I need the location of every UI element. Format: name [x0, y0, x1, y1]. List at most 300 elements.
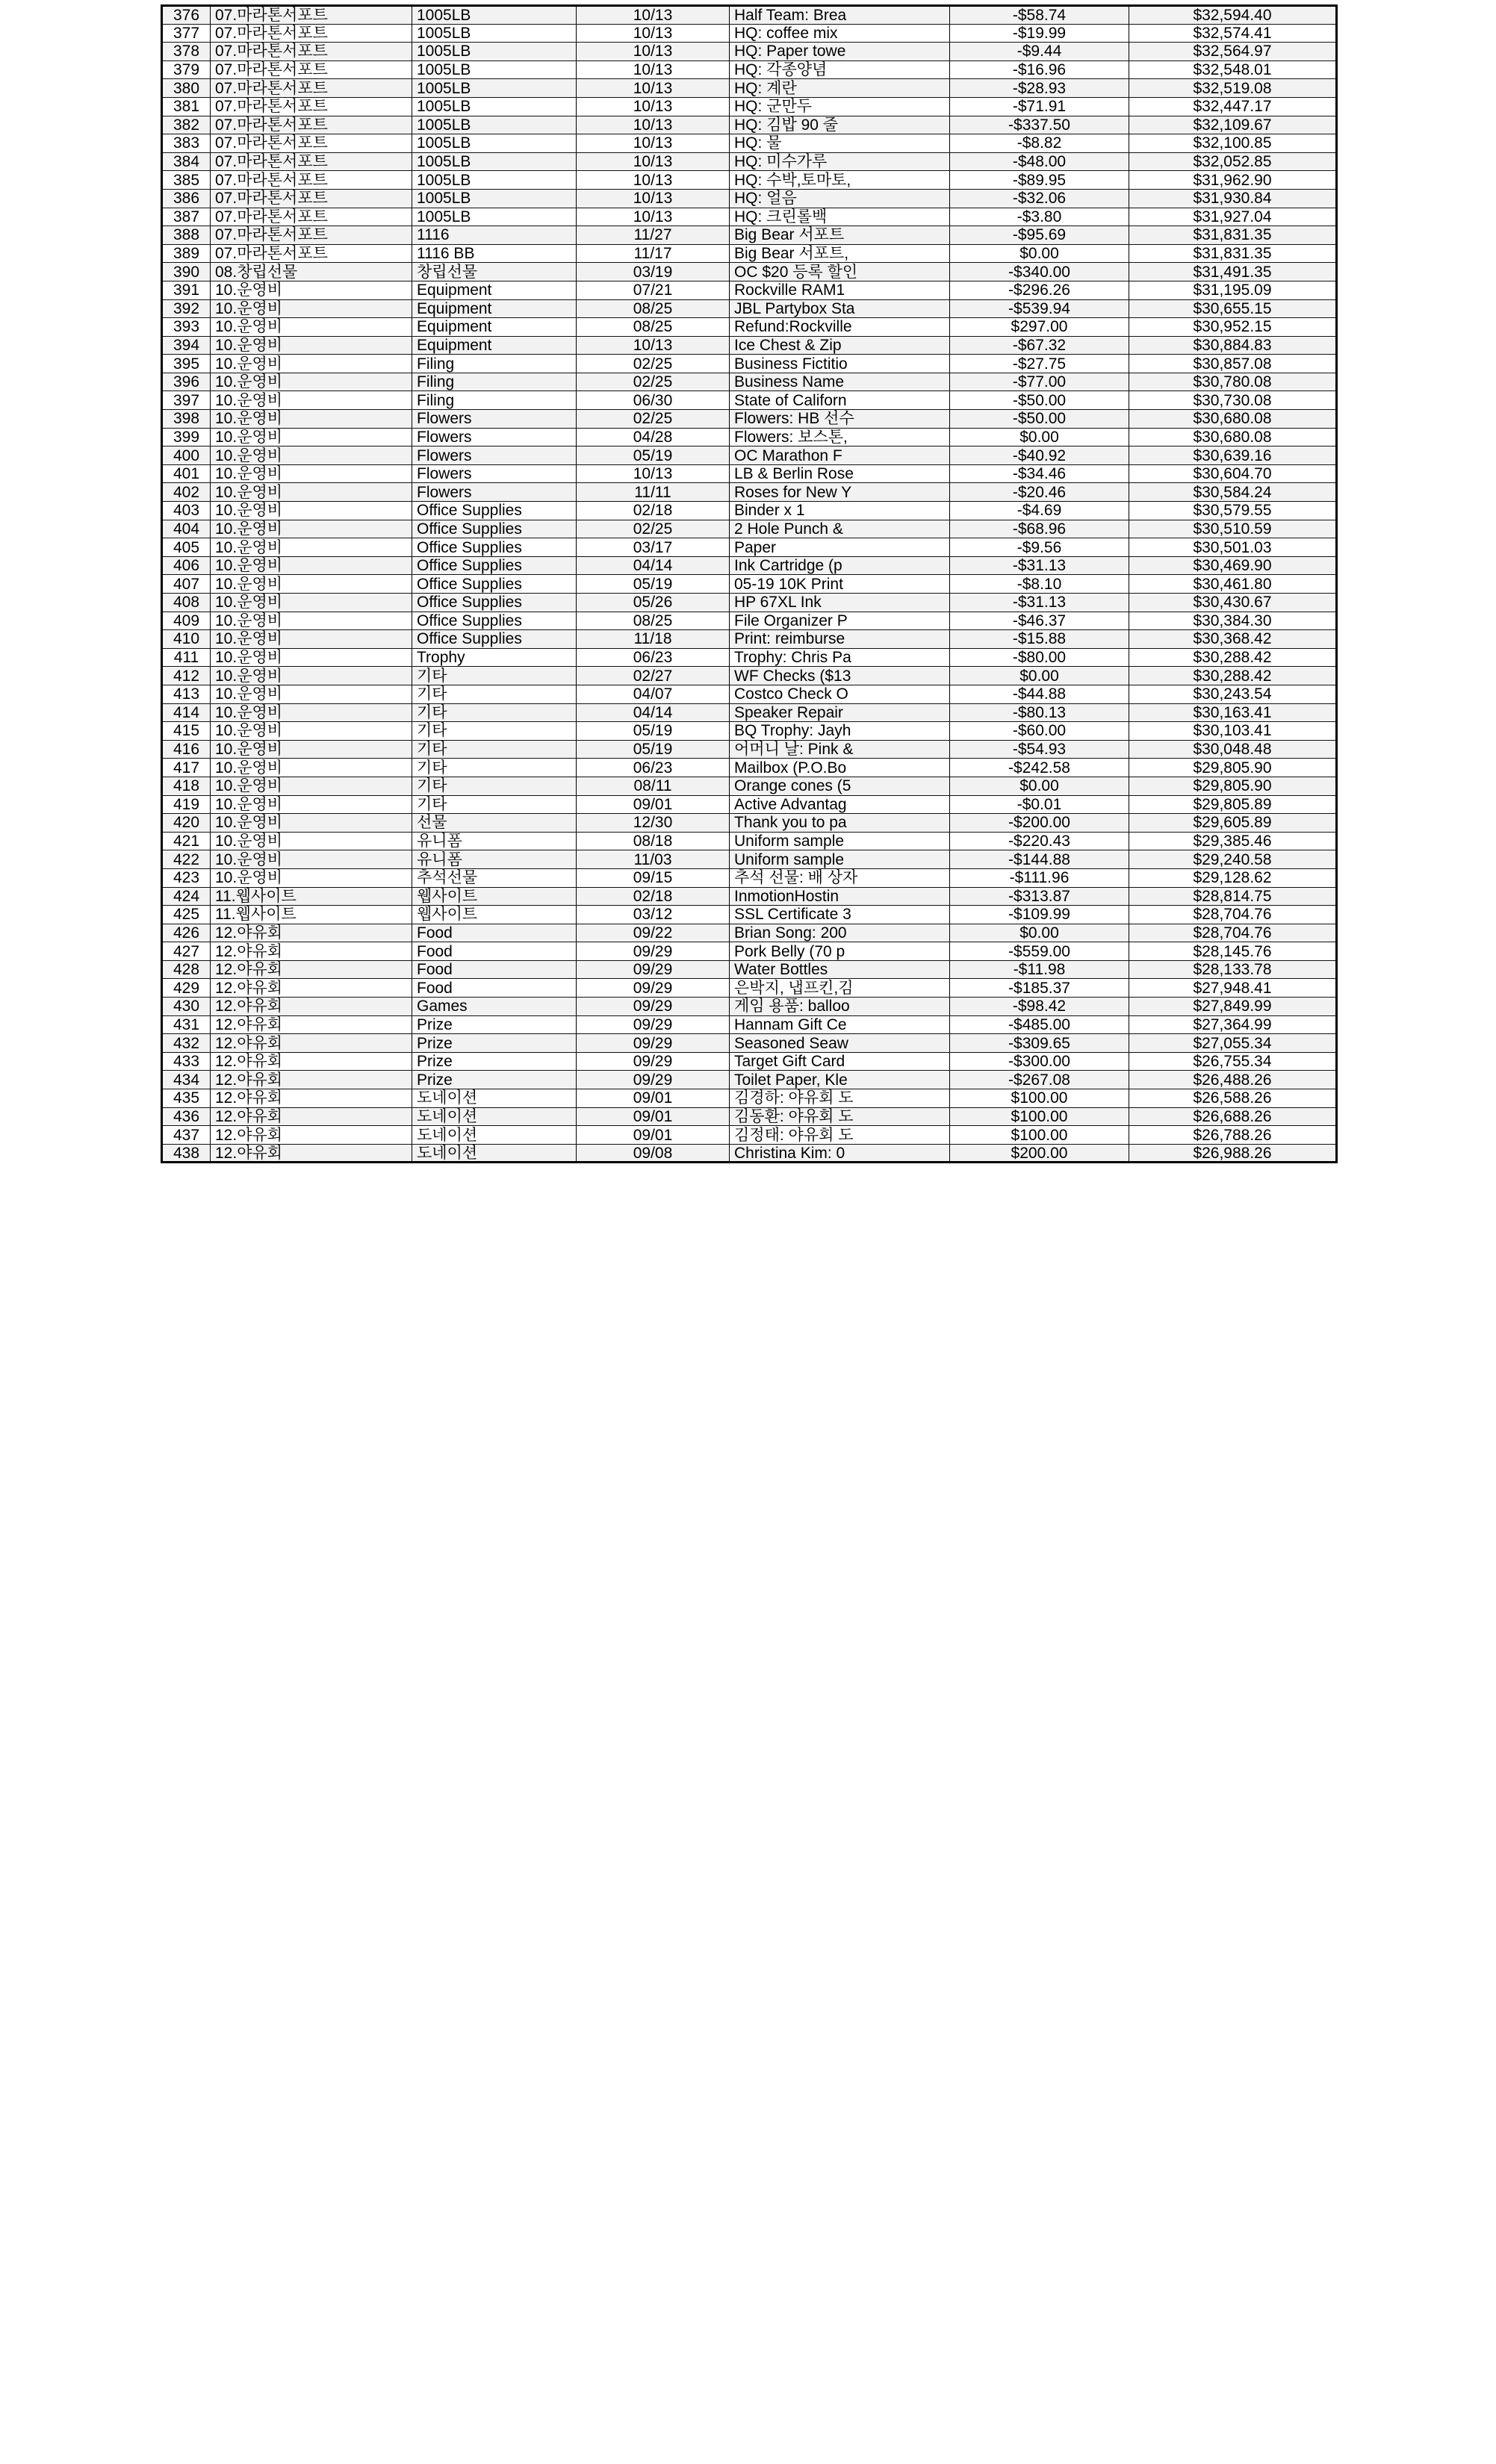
- balance-cell[interactable]: $30,579.55: [1129, 502, 1337, 520]
- row-index-cell[interactable]: 384: [162, 152, 211, 171]
- amount-cell[interactable]: -$313.87: [950, 887, 1129, 906]
- category-cell[interactable]: 12.야유회: [211, 1107, 412, 1126]
- subcategory-cell[interactable]: 선물: [412, 814, 577, 833]
- table-row[interactable]: [162, 410, 1337, 429]
- subcategory-cell[interactable]: 도네이션: [412, 1126, 577, 1145]
- date-cell[interactable]: 10/13: [577, 464, 730, 483]
- table-row[interactable]: [162, 43, 1337, 61]
- category-cell[interactable]: 10.운영비: [211, 281, 412, 299]
- row-index-cell[interactable]: 415: [162, 722, 211, 741]
- amount-cell[interactable]: -$40.92: [950, 447, 1129, 465]
- date-cell[interactable]: 08/25: [577, 612, 730, 630]
- balance-cell[interactable]: $29,128.62: [1129, 868, 1337, 887]
- balance-cell[interactable]: $31,491.35: [1129, 263, 1337, 281]
- table-row[interactable]: [162, 226, 1337, 245]
- date-cell[interactable]: 10/13: [577, 152, 730, 171]
- description-cell[interactable]: Flowers: HB 선수: [730, 410, 950, 429]
- category-cell[interactable]: 10.운영비: [211, 299, 412, 318]
- balance-cell[interactable]: $31,831.35: [1129, 226, 1337, 245]
- balance-cell[interactable]: $26,788.26: [1129, 1126, 1337, 1145]
- date-cell[interactable]: 11/03: [577, 850, 730, 869]
- balance-cell[interactable]: $29,240.58: [1129, 850, 1337, 869]
- date-cell[interactable]: 09/29: [577, 1015, 730, 1034]
- balance-cell[interactable]: $29,385.46: [1129, 832, 1337, 850]
- row-index-cell[interactable]: 381: [162, 97, 211, 116]
- balance-cell[interactable]: $28,704.76: [1129, 906, 1337, 924]
- category-cell[interactable]: 10.운영비: [211, 630, 412, 649]
- category-cell[interactable]: 12.야유회: [211, 960, 412, 979]
- amount-cell[interactable]: -$220.43: [950, 832, 1129, 850]
- balance-cell[interactable]: $32,100.85: [1129, 134, 1337, 153]
- date-cell[interactable]: 09/29: [577, 979, 730, 998]
- amount-cell[interactable]: $0.00: [950, 777, 1129, 795]
- date-cell[interactable]: 02/25: [577, 355, 730, 373]
- description-cell[interactable]: Flowers: 보스톤,: [730, 428, 950, 447]
- table-row[interactable]: [162, 1089, 1337, 1108]
- subcategory-cell[interactable]: 도네이션: [412, 1107, 577, 1126]
- subcategory-cell[interactable]: 1005LB: [412, 24, 577, 43]
- subcategory-cell[interactable]: 추석선물: [412, 868, 577, 887]
- amount-cell[interactable]: -$485.00: [950, 1015, 1129, 1034]
- amount-cell[interactable]: -$44.88: [950, 685, 1129, 703]
- description-cell[interactable]: HQ: 김밥 90 줄: [730, 116, 950, 134]
- subcategory-cell[interactable]: Office Supplies: [412, 594, 577, 612]
- date-cell[interactable]: 08/11: [577, 777, 730, 795]
- amount-cell[interactable]: -$109.99: [950, 906, 1129, 924]
- category-cell[interactable]: 07.마라톤서포트: [211, 79, 412, 98]
- description-cell[interactable]: File Organizer P: [730, 612, 950, 630]
- description-cell[interactable]: Big Bear 서포트,: [730, 244, 950, 263]
- table-row[interactable]: [162, 648, 1337, 667]
- balance-cell[interactable]: $30,730.08: [1129, 391, 1337, 410]
- subcategory-cell[interactable]: 1005LB: [412, 152, 577, 171]
- category-cell[interactable]: 07.마라톤서포트: [211, 97, 412, 116]
- amount-cell[interactable]: -$9.56: [950, 538, 1129, 557]
- description-cell[interactable]: 05-19 10K Print: [730, 575, 950, 594]
- category-cell[interactable]: 12.야유회: [211, 1089, 412, 1108]
- amount-cell[interactable]: -$20.46: [950, 483, 1129, 502]
- table-row[interactable]: [162, 924, 1337, 942]
- category-cell[interactable]: 11.웹사이트: [211, 887, 412, 906]
- row-index-cell[interactable]: 419: [162, 795, 211, 814]
- balance-cell[interactable]: $30,680.08: [1129, 428, 1337, 447]
- row-index-cell[interactable]: 436: [162, 1107, 211, 1126]
- amount-cell[interactable]: -$58.74: [950, 6, 1129, 25]
- balance-cell[interactable]: $31,195.09: [1129, 281, 1337, 299]
- row-index-cell[interactable]: 402: [162, 483, 211, 502]
- date-cell[interactable]: 02/25: [577, 520, 730, 538]
- table-row[interactable]: [162, 6, 1337, 25]
- subcategory-cell[interactable]: 1005LB: [412, 189, 577, 208]
- subcategory-cell[interactable]: 유니폼: [412, 850, 577, 869]
- category-cell[interactable]: 10.운영비: [211, 373, 412, 391]
- description-cell[interactable]: Costco Check O: [730, 685, 950, 703]
- category-cell[interactable]: 12.야유회: [211, 1071, 412, 1089]
- balance-cell[interactable]: $30,639.16: [1129, 447, 1337, 465]
- description-cell[interactable]: Thank you to pa: [730, 814, 950, 833]
- table-row[interactable]: [162, 189, 1337, 208]
- description-cell[interactable]: Seasoned Seaw: [730, 1034, 950, 1053]
- balance-cell[interactable]: $31,831.35: [1129, 244, 1337, 263]
- description-cell[interactable]: HQ: 미수가루: [730, 152, 950, 171]
- category-cell[interactable]: 10.운영비: [211, 538, 412, 557]
- balance-cell[interactable]: $30,857.08: [1129, 355, 1337, 373]
- subcategory-cell[interactable]: Games: [412, 998, 577, 1016]
- subcategory-cell[interactable]: Office Supplies: [412, 575, 577, 594]
- category-cell[interactable]: 10.운영비: [211, 318, 412, 337]
- row-index-cell[interactable]: 431: [162, 1015, 211, 1034]
- amount-cell[interactable]: -$559.00: [950, 942, 1129, 961]
- category-cell[interactable]: 10.운영비: [211, 832, 412, 850]
- row-index-cell[interactable]: 410: [162, 630, 211, 649]
- date-cell[interactable]: 09/01: [577, 1089, 730, 1108]
- balance-cell[interactable]: $26,588.26: [1129, 1089, 1337, 1108]
- table-row[interactable]: [162, 97, 1337, 116]
- date-cell[interactable]: 04/28: [577, 428, 730, 447]
- balance-cell[interactable]: $28,133.78: [1129, 960, 1337, 979]
- amount-cell[interactable]: -$31.13: [950, 594, 1129, 612]
- table-row[interactable]: [162, 244, 1337, 263]
- balance-cell[interactable]: $30,952.15: [1129, 318, 1337, 337]
- table-row[interactable]: [162, 263, 1337, 281]
- table-row[interactable]: [162, 850, 1337, 869]
- table-row[interactable]: [162, 685, 1337, 703]
- date-cell[interactable]: 11/17: [577, 244, 730, 263]
- date-cell[interactable]: 10/13: [577, 116, 730, 134]
- row-index-cell[interactable]: 420: [162, 814, 211, 833]
- row-index-cell[interactable]: 422: [162, 850, 211, 869]
- subcategory-cell[interactable]: Food: [412, 979, 577, 998]
- balance-cell[interactable]: $29,805.90: [1129, 759, 1337, 777]
- subcategory-cell[interactable]: 1005LB: [412, 208, 577, 226]
- amount-cell[interactable]: -$89.95: [950, 171, 1129, 190]
- subcategory-cell[interactable]: Office Supplies: [412, 502, 577, 520]
- table-row[interactable]: [162, 832, 1337, 850]
- balance-cell[interactable]: $30,461.80: [1129, 575, 1337, 594]
- table-row[interactable]: [162, 1015, 1337, 1034]
- subcategory-cell[interactable]: 1005LB: [412, 6, 577, 25]
- amount-cell[interactable]: -$3.80: [950, 208, 1129, 226]
- table-row[interactable]: [162, 336, 1337, 355]
- table-row[interactable]: [162, 630, 1337, 649]
- date-cell[interactable]: 10/13: [577, 97, 730, 116]
- amount-cell[interactable]: -$31.13: [950, 556, 1129, 575]
- balance-cell[interactable]: $30,584.24: [1129, 483, 1337, 502]
- row-index-cell[interactable]: 418: [162, 777, 211, 795]
- description-cell[interactable]: Ice Chest & Zip: [730, 336, 950, 355]
- table-row[interactable]: [162, 703, 1337, 722]
- description-cell[interactable]: Print: reimburse: [730, 630, 950, 649]
- table-row[interactable]: [162, 134, 1337, 153]
- subcategory-cell[interactable]: Food: [412, 924, 577, 942]
- category-cell[interactable]: 12.야유회: [211, 1126, 412, 1145]
- subcategory-cell[interactable]: 도네이션: [412, 1089, 577, 1108]
- amount-cell[interactable]: -$15.88: [950, 630, 1129, 649]
- amount-cell[interactable]: $0.00: [950, 667, 1129, 685]
- date-cell[interactable]: 09/29: [577, 998, 730, 1016]
- subcategory-cell[interactable]: 기타: [412, 740, 577, 759]
- date-cell[interactable]: 10/13: [577, 24, 730, 43]
- amount-cell[interactable]: -$300.00: [950, 1052, 1129, 1071]
- category-cell[interactable]: 10.운영비: [211, 520, 412, 538]
- category-cell[interactable]: 07.마라톤서포트: [211, 152, 412, 171]
- description-cell[interactable]: HQ: 계란: [730, 79, 950, 98]
- balance-cell[interactable]: $30,780.08: [1129, 373, 1337, 391]
- description-cell[interactable]: Roses for New Y: [730, 483, 950, 502]
- subcategory-cell[interactable]: 1116 BB: [412, 244, 577, 263]
- amount-cell[interactable]: $100.00: [950, 1126, 1129, 1145]
- table-row[interactable]: [162, 538, 1337, 557]
- table-row[interactable]: [162, 575, 1337, 594]
- balance-cell[interactable]: $30,884.83: [1129, 336, 1337, 355]
- date-cell[interactable]: 09/08: [577, 1144, 730, 1163]
- table-row[interactable]: [162, 906, 1337, 924]
- table-row[interactable]: [162, 373, 1337, 391]
- row-index-cell[interactable]: 428: [162, 960, 211, 979]
- category-cell[interactable]: 10.운영비: [211, 850, 412, 869]
- table-row[interactable]: [162, 998, 1337, 1016]
- row-index-cell[interactable]: 394: [162, 336, 211, 355]
- date-cell[interactable]: 10/13: [577, 60, 730, 79]
- row-index-cell[interactable]: 427: [162, 942, 211, 961]
- row-index-cell[interactable]: 389: [162, 244, 211, 263]
- table-row[interactable]: [162, 979, 1337, 998]
- category-cell[interactable]: 12.야유회: [211, 1015, 412, 1034]
- table-row[interactable]: [162, 391, 1337, 410]
- row-index-cell[interactable]: 390: [162, 263, 211, 281]
- row-index-cell[interactable]: 383: [162, 134, 211, 153]
- description-cell[interactable]: Toilet Paper, Kle: [730, 1071, 950, 1089]
- amount-cell[interactable]: $200.00: [950, 1144, 1129, 1163]
- balance-cell[interactable]: $30,048.48: [1129, 740, 1337, 759]
- description-cell[interactable]: 은박지, 냅프킨,김: [730, 979, 950, 998]
- amount-cell[interactable]: -$19.99: [950, 24, 1129, 43]
- table-row[interactable]: [162, 1144, 1337, 1163]
- date-cell[interactable]: 08/18: [577, 832, 730, 850]
- date-cell[interactable]: 11/18: [577, 630, 730, 649]
- date-cell[interactable]: 04/07: [577, 685, 730, 703]
- amount-cell[interactable]: -$0.01: [950, 795, 1129, 814]
- date-cell[interactable]: 09/15: [577, 868, 730, 887]
- description-cell[interactable]: Half Team: Brea: [730, 6, 950, 25]
- subcategory-cell[interactable]: 1005LB: [412, 134, 577, 153]
- category-cell[interactable]: 10.운영비: [211, 556, 412, 575]
- subcategory-cell[interactable]: Food: [412, 942, 577, 961]
- subcategory-cell[interactable]: Flowers: [412, 483, 577, 502]
- category-cell[interactable]: 10.운영비: [211, 759, 412, 777]
- subcategory-cell[interactable]: Equipment: [412, 281, 577, 299]
- category-cell[interactable]: 07.마라톤서포트: [211, 226, 412, 245]
- subcategory-cell[interactable]: Equipment: [412, 318, 577, 337]
- date-cell[interactable]: 03/17: [577, 538, 730, 557]
- date-cell[interactable]: 12/30: [577, 814, 730, 833]
- description-cell[interactable]: State of Californ: [730, 391, 950, 410]
- row-index-cell[interactable]: 408: [162, 594, 211, 612]
- date-cell[interactable]: 09/01: [577, 1107, 730, 1126]
- balance-cell[interactable]: $26,688.26: [1129, 1107, 1337, 1126]
- balance-cell[interactable]: $31,927.04: [1129, 208, 1337, 226]
- category-cell[interactable]: 10.운영비: [211, 575, 412, 594]
- balance-cell[interactable]: $29,605.89: [1129, 814, 1337, 833]
- subcategory-cell[interactable]: 기타: [412, 759, 577, 777]
- category-cell[interactable]: 10.운영비: [211, 464, 412, 483]
- subcategory-cell[interactable]: Food: [412, 960, 577, 979]
- date-cell[interactable]: 10/13: [577, 171, 730, 190]
- category-cell[interactable]: 07.마라톤서포트: [211, 244, 412, 263]
- date-cell[interactable]: 09/29: [577, 942, 730, 961]
- balance-cell[interactable]: $26,988.26: [1129, 1144, 1337, 1163]
- amount-cell[interactable]: -$337.50: [950, 116, 1129, 134]
- category-cell[interactable]: 12.야유회: [211, 942, 412, 961]
- description-cell[interactable]: BQ Trophy: Jayh: [730, 722, 950, 741]
- row-index-cell[interactable]: 400: [162, 447, 211, 465]
- row-index-cell[interactable]: 398: [162, 410, 211, 429]
- row-index-cell[interactable]: 414: [162, 703, 211, 722]
- subcategory-cell[interactable]: Filing: [412, 355, 577, 373]
- row-index-cell[interactable]: 399: [162, 428, 211, 447]
- date-cell[interactable]: 06/23: [577, 759, 730, 777]
- amount-cell[interactable]: -$95.69: [950, 226, 1129, 245]
- description-cell[interactable]: 2 Hole Punch &: [730, 520, 950, 538]
- subcategory-cell[interactable]: 1005LB: [412, 171, 577, 190]
- description-cell[interactable]: Water Bottles: [730, 960, 950, 979]
- amount-cell[interactable]: -$67.32: [950, 336, 1129, 355]
- subcategory-cell[interactable]: Flowers: [412, 410, 577, 429]
- amount-cell[interactable]: $0.00: [950, 428, 1129, 447]
- date-cell[interactable]: 02/25: [577, 410, 730, 429]
- amount-cell[interactable]: -$296.26: [950, 281, 1129, 299]
- balance-cell[interactable]: $30,368.42: [1129, 630, 1337, 649]
- amount-cell[interactable]: -$111.96: [950, 868, 1129, 887]
- category-cell[interactable]: 07.마라톤서포트: [211, 24, 412, 43]
- balance-cell[interactable]: $27,055.34: [1129, 1034, 1337, 1053]
- date-cell[interactable]: 03/12: [577, 906, 730, 924]
- amount-cell[interactable]: -$539.94: [950, 299, 1129, 318]
- amount-cell[interactable]: -$309.65: [950, 1034, 1129, 1053]
- amount-cell[interactable]: -$34.46: [950, 464, 1129, 483]
- category-cell[interactable]: 07.마라톤서포트: [211, 189, 412, 208]
- table-row[interactable]: [162, 60, 1337, 79]
- table-row[interactable]: [162, 777, 1337, 795]
- subcategory-cell[interactable]: Flowers: [412, 428, 577, 447]
- row-index-cell[interactable]: 416: [162, 740, 211, 759]
- row-index-cell[interactable]: 382: [162, 116, 211, 134]
- row-index-cell[interactable]: 413: [162, 685, 211, 703]
- amount-cell[interactable]: -$32.06: [950, 189, 1129, 208]
- subcategory-cell[interactable]: Flowers: [412, 447, 577, 465]
- table-row[interactable]: [162, 483, 1337, 502]
- amount-cell[interactable]: -$46.37: [950, 612, 1129, 630]
- category-cell[interactable]: 12.야유회: [211, 998, 412, 1016]
- description-cell[interactable]: HQ: 크린롤백: [730, 208, 950, 226]
- balance-cell[interactable]: $32,564.97: [1129, 43, 1337, 61]
- row-index-cell[interactable]: 432: [162, 1034, 211, 1053]
- table-row[interactable]: [162, 814, 1337, 833]
- table-row[interactable]: [162, 942, 1337, 961]
- table-row[interactable]: [162, 960, 1337, 979]
- category-cell[interactable]: 10.운영비: [211, 648, 412, 667]
- balance-cell[interactable]: $30,510.59: [1129, 520, 1337, 538]
- date-cell[interactable]: 05/19: [577, 740, 730, 759]
- description-cell[interactable]: 추석 선물: 배 상자: [730, 868, 950, 887]
- subcategory-cell[interactable]: 웹사이트: [412, 906, 577, 924]
- date-cell[interactable]: 07/21: [577, 281, 730, 299]
- subcategory-cell[interactable]: 기타: [412, 795, 577, 814]
- description-cell[interactable]: OC Marathon F: [730, 447, 950, 465]
- amount-cell[interactable]: $0.00: [950, 244, 1129, 263]
- category-cell[interactable]: 12.야유회: [211, 1034, 412, 1053]
- table-row[interactable]: [162, 1107, 1337, 1126]
- balance-cell[interactable]: $32,519.08: [1129, 79, 1337, 98]
- row-index-cell[interactable]: 407: [162, 575, 211, 594]
- subcategory-cell[interactable]: Trophy: [412, 648, 577, 667]
- date-cell[interactable]: 02/18: [577, 887, 730, 906]
- balance-cell[interactable]: $32,574.41: [1129, 24, 1337, 43]
- subcategory-cell[interactable]: 기타: [412, 685, 577, 703]
- table-row[interactable]: [162, 1052, 1337, 1071]
- table-row[interactable]: [162, 502, 1337, 520]
- row-index-cell[interactable]: 378: [162, 43, 211, 61]
- subcategory-cell[interactable]: 1005LB: [412, 97, 577, 116]
- table-row[interactable]: [162, 464, 1337, 483]
- row-index-cell[interactable]: 405: [162, 538, 211, 557]
- amount-cell[interactable]: -$9.44: [950, 43, 1129, 61]
- balance-cell[interactable]: $30,288.42: [1129, 648, 1337, 667]
- subcategory-cell[interactable]: 1005LB: [412, 116, 577, 134]
- row-index-cell[interactable]: 429: [162, 979, 211, 998]
- category-cell[interactable]: 07.마라톤서포트: [211, 171, 412, 190]
- subcategory-cell[interactable]: 1005LB: [412, 60, 577, 79]
- amount-cell[interactable]: -$50.00: [950, 391, 1129, 410]
- amount-cell[interactable]: -$68.96: [950, 520, 1129, 538]
- category-cell[interactable]: 10.운영비: [211, 740, 412, 759]
- row-index-cell[interactable]: 377: [162, 24, 211, 43]
- description-cell[interactable]: Target Gift Card: [730, 1052, 950, 1071]
- date-cell[interactable]: 08/25: [577, 318, 730, 337]
- balance-cell[interactable]: $27,849.99: [1129, 998, 1337, 1016]
- description-cell[interactable]: Speaker Repair: [730, 703, 950, 722]
- balance-cell[interactable]: $32,052.85: [1129, 152, 1337, 171]
- table-row[interactable]: [162, 1034, 1337, 1053]
- table-row[interactable]: [162, 116, 1337, 134]
- table-row[interactable]: [162, 722, 1337, 741]
- amount-cell[interactable]: -$28.93: [950, 79, 1129, 98]
- description-cell[interactable]: Trophy: Chris Pa: [730, 648, 950, 667]
- category-cell[interactable]: 10.운영비: [211, 502, 412, 520]
- amount-cell[interactable]: -$16.96: [950, 60, 1129, 79]
- date-cell[interactable]: 10/13: [577, 6, 730, 25]
- description-cell[interactable]: Refund:Rockville: [730, 318, 950, 337]
- description-cell[interactable]: SSL Certificate 3: [730, 906, 950, 924]
- balance-cell[interactable]: $29,805.89: [1129, 795, 1337, 814]
- description-cell[interactable]: Uniform sample: [730, 850, 950, 869]
- table-row[interactable]: [162, 740, 1337, 759]
- subcategory-cell[interactable]: Filing: [412, 391, 577, 410]
- subcategory-cell[interactable]: 기타: [412, 722, 577, 741]
- balance-cell[interactable]: $32,447.17: [1129, 97, 1337, 116]
- category-cell[interactable]: 07.마라톤서포트: [211, 60, 412, 79]
- balance-cell[interactable]: $32,109.67: [1129, 116, 1337, 134]
- subcategory-cell[interactable]: Office Supplies: [412, 538, 577, 557]
- description-cell[interactable]: Paper: [730, 538, 950, 557]
- subcategory-cell[interactable]: Equipment: [412, 336, 577, 355]
- category-cell[interactable]: 07.마라톤서포트: [211, 208, 412, 226]
- description-cell[interactable]: Active Advantag: [730, 795, 950, 814]
- table-row[interactable]: [162, 447, 1337, 465]
- category-cell[interactable]: 10.운영비: [211, 722, 412, 741]
- description-cell[interactable]: JBL Partybox Sta: [730, 299, 950, 318]
- row-index-cell[interactable]: 435: [162, 1089, 211, 1108]
